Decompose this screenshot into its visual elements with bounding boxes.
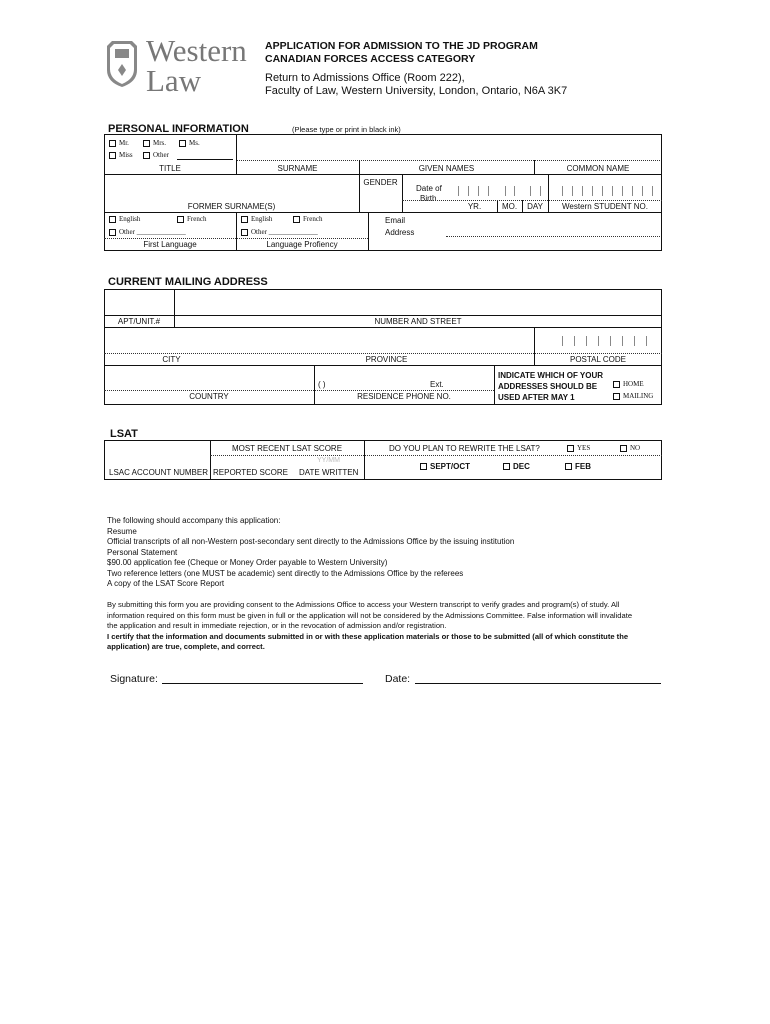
digit-box-tick	[634, 336, 636, 346]
phone-ext: Ext.	[430, 380, 444, 389]
yymm-hint: YY/MM	[317, 457, 340, 464]
indicate-line2: ADDRESSES SHOULD BE	[498, 382, 598, 391]
return-line1: Return to Admissions Office (Room 222),	[265, 72, 465, 84]
first-language-label: First Language	[143, 240, 197, 249]
checkbox-icon	[109, 216, 116, 223]
lsac-account-label: LSAC ACCOUNT NUMBER	[109, 468, 208, 477]
sitting-sept-oct[interactable]: SEPT/OCT	[420, 462, 470, 471]
digit-box-tick	[540, 186, 542, 196]
accompany-section	[107, 516, 667, 590]
first-lang-english[interactable]: English	[109, 215, 140, 223]
divider	[402, 174, 403, 212]
lsat-heading: LSAT	[110, 428, 138, 440]
use-home-option[interactable]: HOME	[613, 380, 644, 388]
divider	[104, 174, 662, 175]
digit-box-tick	[514, 186, 516, 196]
title-mr[interactable]: Mr.	[109, 139, 129, 147]
consent-line: By submitting this form you are providing consent to the Admissions Office to access your Western transcript to verify grades and program(s) of study. All	[107, 600, 620, 609]
language-proficiency-label: Language Profiency	[266, 240, 338, 249]
checkbox-icon	[620, 445, 627, 452]
digit-box-tick	[530, 186, 532, 196]
certify-line: I certify that the information and documents submitted in or with these application materials or those to be submitted (all of which constitute the	[107, 631, 629, 641]
dob-mo: MO.	[501, 202, 518, 211]
indicate-line3: USED AFTER MAY 1	[498, 393, 575, 402]
gender-label: GENDER	[363, 178, 398, 187]
title-ms[interactable]: Ms.	[179, 139, 200, 147]
title-miss[interactable]: Miss	[109, 151, 133, 159]
date-written-label: DATE WRITTEN	[299, 468, 359, 477]
apt-label: APT/UNIT.#	[117, 317, 161, 326]
digit-box-tick	[612, 186, 614, 196]
divider	[104, 315, 662, 316]
checkbox-icon	[109, 229, 116, 236]
recent-score-label: MOST RECENT LSAT SCORE	[231, 444, 343, 453]
digit-box-tick	[458, 186, 460, 196]
street-label: NUMBER AND STREET	[374, 317, 462, 326]
digit-box-tick	[632, 186, 634, 196]
date-label: Date:	[385, 673, 411, 685]
checkbox-icon	[565, 463, 572, 470]
logo-line2: Law	[146, 63, 202, 98]
dob-yr: YR.	[467, 202, 482, 211]
divider	[402, 200, 662, 201]
digit-box-tick	[652, 186, 654, 196]
personal-info-box	[104, 134, 662, 251]
digit-box-tick	[610, 336, 612, 346]
digit-box-tick	[478, 186, 480, 196]
sitting-dec[interactable]: DEC	[503, 462, 530, 471]
form-title: APPLICATION FOR ADMISSION TO THE JD PROGRAM	[265, 40, 538, 52]
digit-box-tick	[468, 186, 470, 196]
mailing-heading: CURRENT MAILING ADDRESS	[108, 276, 268, 288]
rewrite-no[interactable]: NO	[620, 444, 640, 452]
phone-label: RESIDENCE PHONE NO.	[357, 392, 451, 401]
divider	[494, 365, 495, 405]
province-label: PROVINCE	[365, 355, 408, 364]
city-label: CITY	[162, 355, 181, 364]
checkbox-icon	[567, 445, 574, 452]
col-surname: SURNAME	[277, 164, 318, 173]
digit-box-tick	[622, 186, 624, 196]
divider	[104, 390, 494, 391]
phone-area-code: ( )	[318, 380, 326, 389]
checkbox-icon	[241, 229, 248, 236]
checkbox-icon	[241, 216, 248, 223]
dob-label2: Birth	[420, 194, 437, 203]
divider	[104, 327, 662, 328]
checkbox-icon	[503, 463, 510, 470]
checkbox-icon	[109, 152, 116, 159]
col-given-names: GIVEN NAMES	[418, 164, 475, 173]
logo-wordmark	[146, 33, 247, 98]
western-shield-logo	[106, 40, 138, 88]
checkbox-icon	[293, 216, 300, 223]
accompany-item: A copy of the LSAT Score Report	[107, 579, 225, 588]
accompany-intro: The following should accompany this application:	[107, 516, 281, 525]
digit-box-tick	[582, 186, 584, 196]
signature-label: Signature:	[110, 673, 158, 685]
divider	[104, 365, 662, 366]
title-mrs[interactable]: Mrs.	[143, 139, 166, 147]
digit-box-tick	[586, 336, 588, 346]
former-surnames-label: FORMER SURNAME(S)	[187, 202, 276, 211]
checkbox-icon	[143, 152, 150, 159]
student-no-label: Western STUDENT NO.	[562, 202, 648, 211]
consent-line: information required on this form must be given in full or the application will not be considered by the Admissions Committee. False information will invalidate	[107, 610, 633, 620]
accompany-item: Official transcripts of all non-Western post-secondary sent directly to the Admissions Office by the issuing institution	[107, 537, 515, 546]
checkbox-icon	[420, 463, 427, 470]
postal-code-label: POSTAL CODE	[569, 355, 626, 364]
digit-box-tick	[572, 186, 574, 196]
digit-box-tick	[505, 186, 507, 196]
divider	[104, 238, 368, 239]
digit-box-tick	[592, 186, 594, 196]
digit-box-tick	[642, 186, 644, 196]
divider	[368, 212, 369, 251]
col-title: TITLE	[159, 164, 181, 173]
checkbox-icon	[109, 140, 116, 147]
digit-box-tick	[488, 186, 490, 196]
accompany-item: $90.00 application fee (Cheque or Money Order payable to Western University)	[107, 558, 388, 567]
rewrite-yes[interactable]: YES	[567, 444, 590, 452]
indicate-line1: INDICATE WHICH OF YOUR	[498, 371, 604, 380]
prof-english[interactable]: English	[241, 215, 272, 223]
address-label: Address	[385, 228, 415, 237]
personal-heading: PERSONAL INFORMATION	[108, 123, 249, 135]
reported-score-label: REPORTED SCORE	[213, 468, 288, 477]
ink-note: (Please type or print in black ink)	[292, 125, 401, 134]
rewrite-question: DO YOU PLAN TO REWRITE THE LSAT?	[389, 444, 540, 453]
country-label: COUNTRY	[189, 392, 229, 401]
first-lang-other[interactable]: Other ______________	[109, 228, 186, 236]
digit-box-tick	[646, 336, 648, 346]
divider	[210, 455, 662, 456]
title-other[interactable]: Other	[143, 151, 169, 159]
checkbox-icon	[179, 140, 186, 147]
form-subtitle: CANADIAN FORCES ACCESS CATEGORY	[265, 53, 476, 65]
logo-line1: Western	[146, 33, 247, 68]
col-common-name: COMMON NAME	[566, 164, 630, 173]
digit-box-tick	[574, 336, 576, 346]
accompany-item: Two reference letters (one MUST be academic) sent directly to the Admissions Office by the referees	[107, 568, 464, 578]
return-line2: Faculty of Law, Western University, London, Ontario, N6A 3K7	[265, 85, 568, 97]
prof-other[interactable]: Other ______________	[241, 228, 318, 236]
date-line[interactable]	[415, 683, 661, 684]
name-dotted-line	[236, 160, 660, 161]
prof-french[interactable]: French	[293, 215, 322, 223]
email-input-line[interactable]	[446, 236, 660, 237]
accompany-item: Resume	[107, 526, 137, 536]
dob-day: DAY	[527, 202, 543, 211]
title-other-line	[177, 159, 233, 160]
digit-box-tick	[602, 186, 604, 196]
use-mailing-option[interactable]: MAILING	[613, 392, 653, 400]
first-lang-french[interactable]: French	[177, 215, 206, 223]
digit-box-tick	[598, 336, 600, 346]
digit-box-tick	[562, 186, 564, 196]
digit-box-tick	[622, 336, 624, 346]
accompany-item: Personal Statement	[107, 547, 178, 557]
divider	[104, 353, 662, 354]
checkbox-icon	[177, 216, 184, 223]
checkbox-icon	[613, 381, 620, 388]
divider	[364, 440, 365, 480]
digit-box-tick	[562, 336, 564, 346]
consent-section	[107, 600, 667, 653]
signature-line[interactable]	[162, 683, 363, 684]
consent-line: the application and result in immediate rejection, or in the revocation of admission and/or registration.	[107, 621, 447, 630]
sitting-feb[interactable]: FEB	[565, 462, 591, 471]
certify-line: application) are true, complete, and correct.	[107, 642, 265, 651]
email-label: Email	[385, 216, 406, 225]
divider	[104, 212, 662, 213]
checkbox-icon	[143, 140, 150, 147]
dob-label1: Date of	[416, 184, 442, 193]
checkbox-icon	[613, 393, 620, 400]
